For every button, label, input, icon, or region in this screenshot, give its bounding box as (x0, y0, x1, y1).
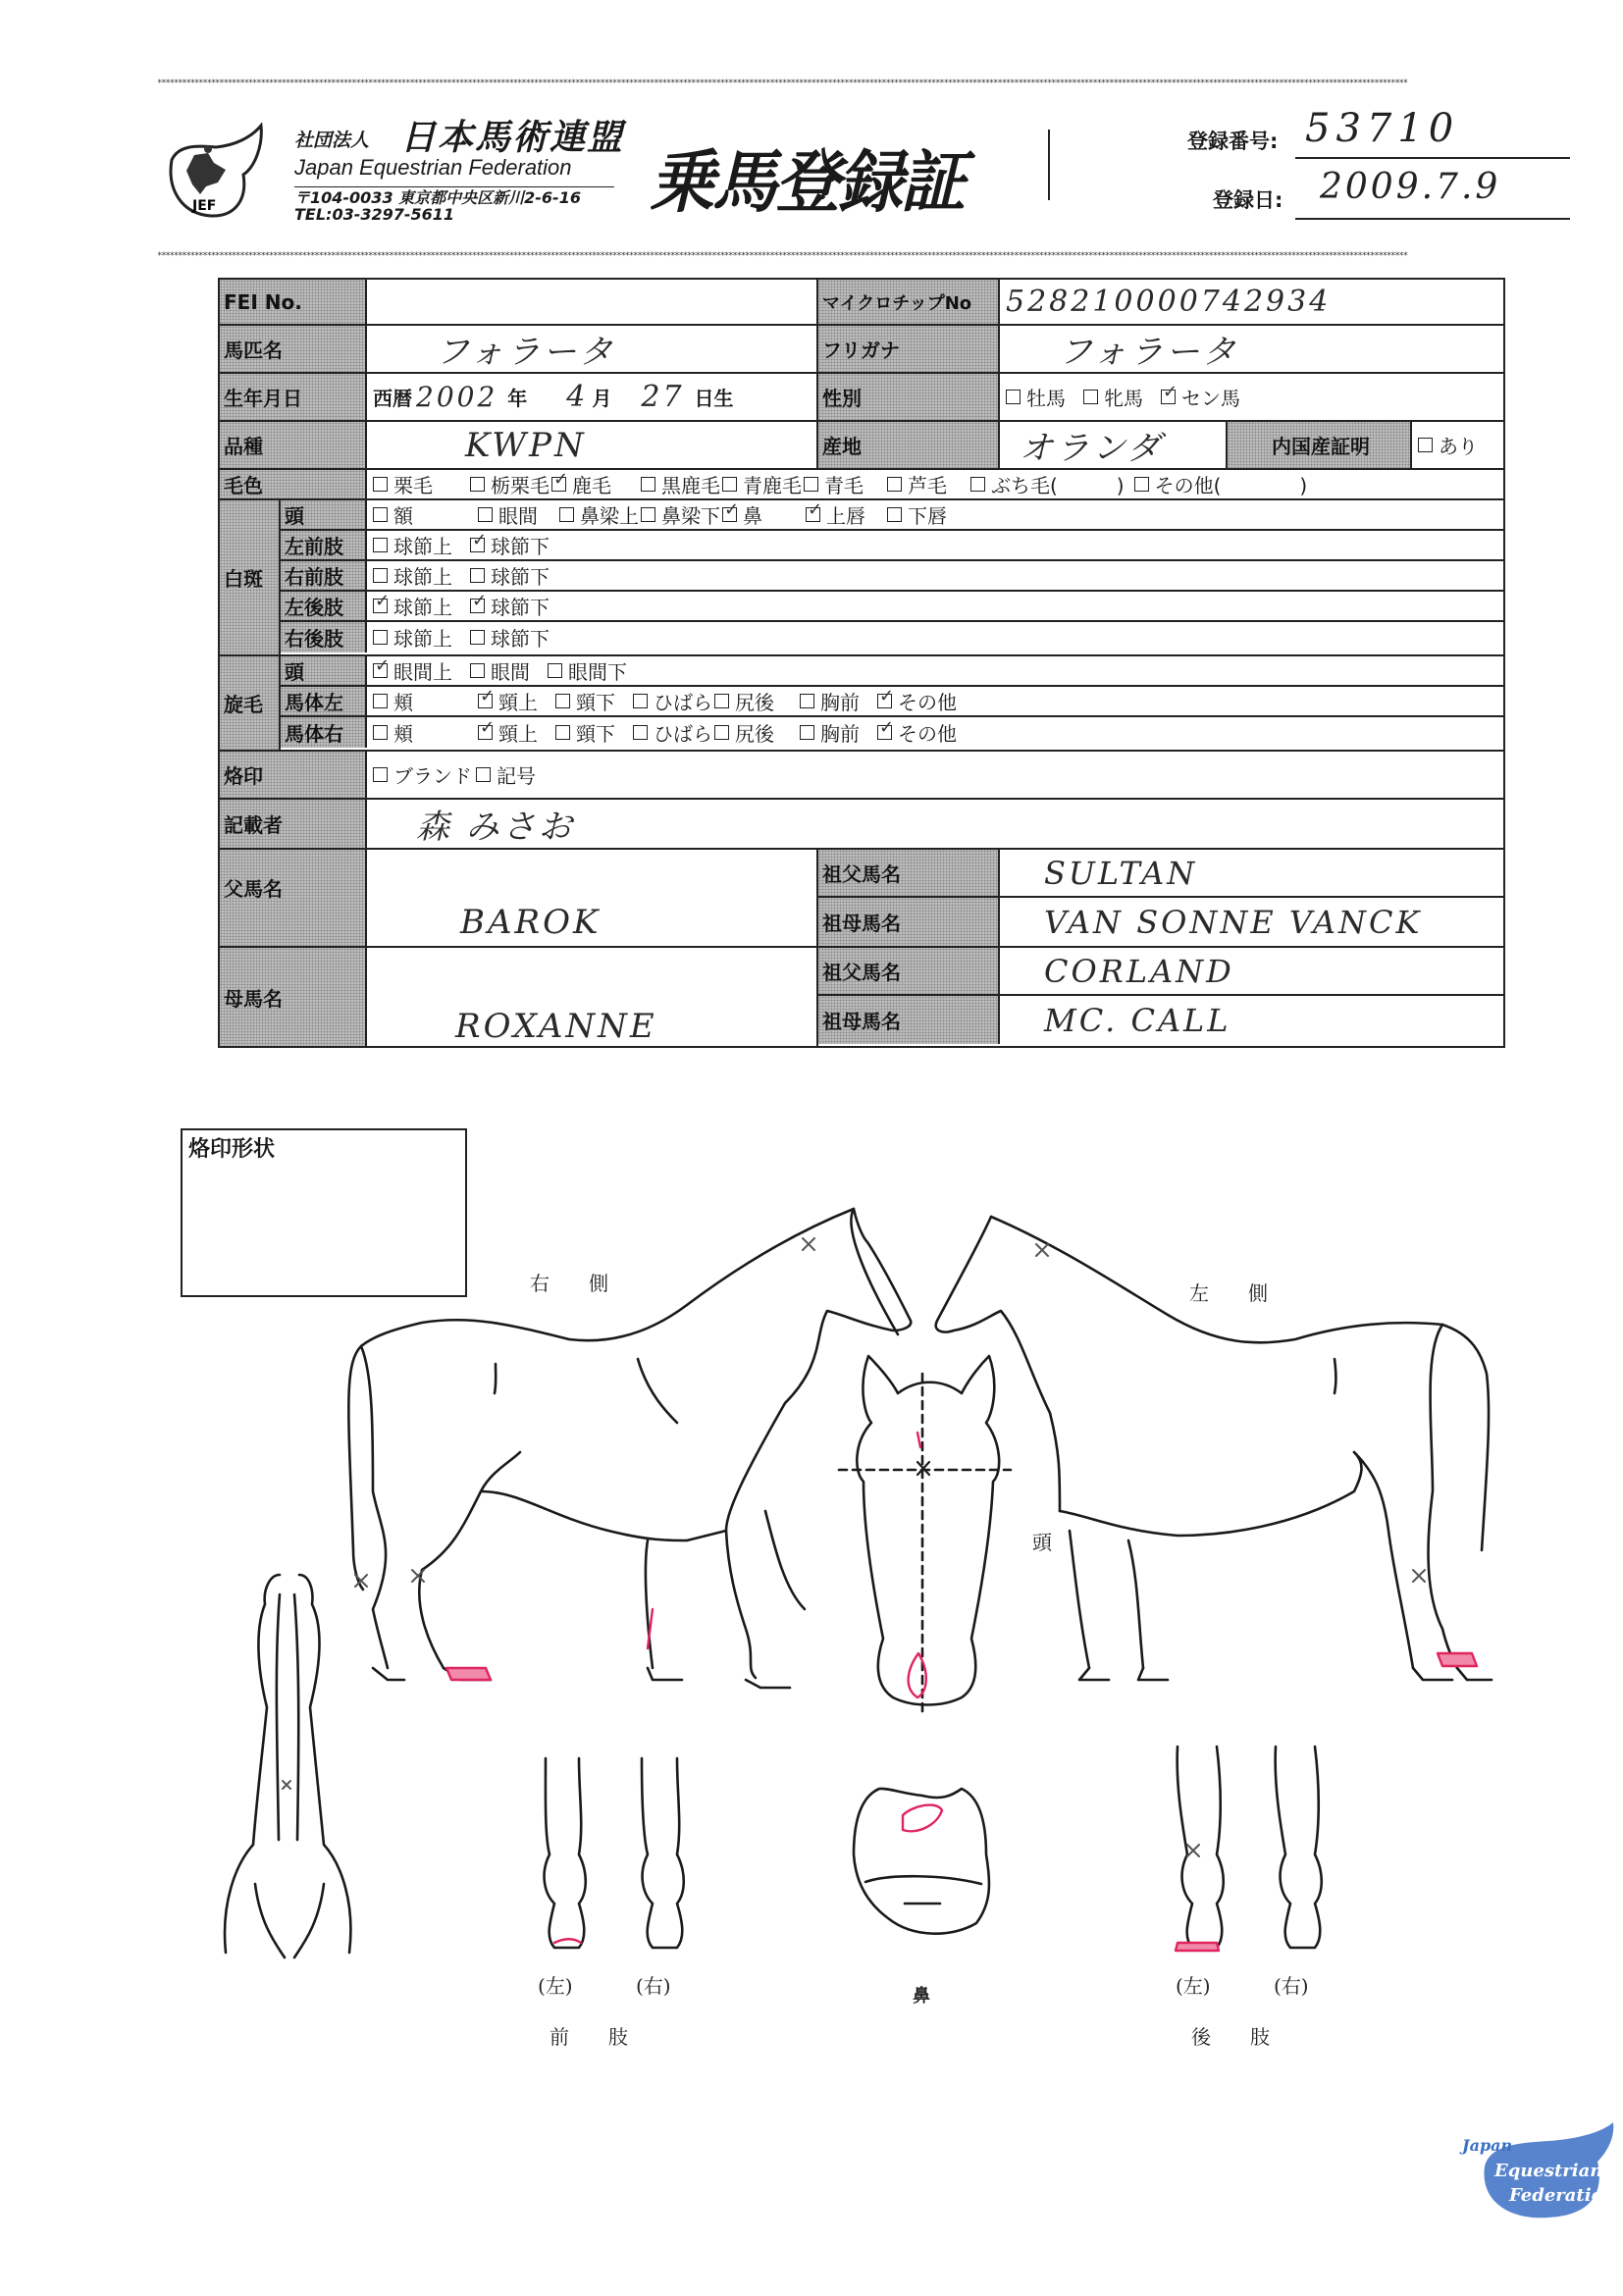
forelimb-front-view-icon (545, 1758, 684, 1948)
whorl-head-option[interactable]: 眼間下 (548, 656, 627, 685)
fore-left-label: (左) (538, 1974, 573, 1998)
jef-stamp-icon (1440, 2108, 1617, 2225)
whorl-head-option[interactable]: 眼間 (470, 656, 530, 685)
white-lh-option[interactable]: ✓ 球節下 (470, 592, 550, 620)
white-head-option[interactable]: ✓ 鼻 (722, 500, 762, 529)
svg-text:Equestrian: Equestrian (1494, 2161, 1603, 2181)
domestic-cert-label: 内国産証明 (1228, 422, 1412, 468)
coat-color-label: 毛色 (220, 470, 367, 498)
white-rh-option[interactable]: 球節下 (470, 623, 550, 652)
org-address: 〒104-0033 東京都中央区新川2-6-16 (294, 188, 581, 207)
white-head-option[interactable]: ✓ 上唇 (806, 500, 865, 529)
white-head-option[interactable]: 下唇 (887, 500, 947, 529)
white-rf-row: 右前肢 球節上 球節下 (281, 561, 1503, 592)
dam-label: 母馬名 (220, 948, 367, 1046)
white-rf-option[interactable]: 球節下 (470, 561, 550, 590)
org-name-jp: 日本馬術連盟 (400, 118, 625, 158)
whorl-left-option[interactable]: 胸前 (800, 687, 860, 715)
breed-field[interactable]: KWPN (367, 422, 818, 468)
coat-option[interactable]: 栗毛 (373, 470, 433, 498)
sire-field[interactable]: BAROK (367, 850, 818, 946)
horse-right-side-icon (348, 1209, 911, 1688)
birth-day: 27 (641, 380, 685, 414)
svg-text:Federation: Federation (1509, 2185, 1616, 2206)
hindlimb-rear-view-icon (1178, 1747, 1322, 1948)
white-rf-option[interactable]: 球節上 (373, 561, 452, 590)
coat-option[interactable]: その他( ) (1134, 470, 1308, 498)
day-label: 日生 (694, 387, 734, 410)
coat-option[interactable]: ぶち毛( ) (970, 470, 1125, 498)
horse-nose-view-icon (854, 1789, 989, 1934)
white-head-option[interactable]: 眼間 (478, 500, 538, 529)
whorl-right-row: 馬体右 頬 ✓ 頸上 頸下 ひばら 尻後 胸前 ✓ その他 (281, 717, 1503, 748)
coat-option[interactable]: ✓ 鹿毛 (551, 470, 611, 498)
sex-option-stallion[interactable]: 牡馬 (1006, 383, 1066, 411)
horse-name-label: 馬匹名 (220, 326, 367, 372)
birth-month: 4 (566, 380, 589, 414)
brand-option-symbol[interactable]: 記号 (476, 760, 536, 789)
white-head-row: 頭 額 眼間 鼻梁上 鼻梁下 ✓ 鼻 ✓ 上唇 下唇 (281, 500, 1503, 531)
origin-field[interactable]: オランダ (1000, 422, 1228, 468)
sex-label: 性別 (818, 374, 1000, 420)
coat-option[interactable]: 栃栗毛 (470, 470, 550, 498)
nose-label: 鼻 (913, 1986, 930, 2007)
sire-sire-label: 祖父馬名 (818, 850, 1000, 896)
svg-text:Japan: Japan (1462, 2136, 1513, 2155)
white-markings-label: 白斑 (220, 500, 281, 654)
registration-number: 53710 (1305, 106, 1460, 151)
white-rh-row: 右後肢 球節上 球節下 (281, 622, 1503, 652)
coat-option[interactable]: 芦毛 (887, 470, 947, 498)
whorl-right-option[interactable]: ✓ 頸上 (478, 718, 538, 747)
origin-label: 産地 (818, 422, 1000, 468)
era-label: 西暦 (373, 387, 412, 410)
fei-no-label: FEI No. (220, 280, 367, 324)
org-prefix: 社団法人 (294, 130, 370, 151)
whorl-right-option[interactable]: 頬 (373, 718, 413, 747)
whorl-left-row: 馬体左 頬 ✓ 頸上 頸下 ひばら 尻後 胸前 ✓ その他 (281, 687, 1503, 717)
whorl-left-option[interactable]: ✓ その他 (877, 687, 957, 715)
dam-sire-label: 祖父馬名 (818, 948, 1000, 994)
breed-label: 品種 (220, 422, 367, 468)
month-label: 月 (592, 387, 612, 410)
fore-right-label: (右) (636, 1974, 671, 1998)
org-name-en: Japan Equestrian Federation (294, 155, 572, 180)
whorl-right-option[interactable]: 胸前 (800, 718, 860, 747)
recorder-field[interactable]: 森 みさお (416, 808, 575, 847)
furigana-label: フリガナ (818, 326, 1000, 372)
whorl-left-option[interactable]: ひばら (633, 687, 712, 715)
org-tel: TEL:03-3297-5611 (294, 205, 455, 224)
horse-name-field[interactable]: フォラータ (367, 326, 818, 372)
horse-left-side-icon (936, 1217, 1492, 1680)
birth-year: 2002 (416, 381, 498, 413)
coat-option[interactable]: 青鹿毛 (722, 470, 802, 498)
microchip-field[interactable]: 528210000742934 (1006, 285, 1332, 319)
dam-field[interactable]: ROXANNE (367, 948, 818, 1046)
white-head-option[interactable]: 額 (373, 500, 413, 529)
brand-option-brand[interactable]: ブランド (373, 760, 472, 789)
hind-left-label: (左) (1176, 1974, 1211, 1998)
domestic-cert-option[interactable]: あり (1412, 422, 1503, 468)
whorl-right-option[interactable]: 頸下 (555, 718, 615, 747)
sire-dam-label: 祖母馬名 (818, 898, 1000, 946)
white-head-option[interactable]: 鼻梁上 (559, 500, 639, 529)
white-marking-annotations (446, 1433, 1477, 1951)
registration-number-label: 登録番号: (1187, 130, 1279, 153)
registration-date: 2009.7.9 (1320, 167, 1501, 207)
whorl-head-option[interactable]: ✓ 眼間上 (373, 656, 452, 685)
furigana-field[interactable]: フォラータ (1059, 333, 1239, 372)
whorl-right-option[interactable]: ひばら (633, 718, 712, 747)
horse-head-front-icon (839, 1356, 1011, 1712)
white-lf-option[interactable]: 球節上 (373, 531, 452, 559)
forelimb-label: 前 肢 (550, 2025, 628, 2049)
sire-dam-field[interactable]: VAN SONNE VANCK (1044, 903, 1423, 941)
sex-option-gelding[interactable]: ✓ セン馬 (1161, 383, 1240, 411)
white-lh-option[interactable]: ✓ 球節上 (373, 592, 452, 620)
coat-option[interactable]: 黒鹿毛 (641, 470, 720, 498)
coat-option[interactable]: 青毛 (804, 470, 864, 498)
brand-shape-label: 烙印形状 (188, 1137, 276, 1162)
white-head-option[interactable]: 鼻梁下 (641, 500, 720, 529)
recorder-label: 記載者 (220, 800, 367, 848)
whorl-left-option[interactable]: 尻後 (714, 687, 774, 715)
sire-sire-field[interactable]: SULTAN (1044, 854, 1198, 892)
whorl-left-option[interactable]: 頸下 (555, 687, 615, 715)
left-side-label: 左 側 (1189, 1281, 1268, 1305)
registration-date-label: 登録日: (1213, 188, 1283, 212)
white-lh-row: 左後肢 ✓ 球節上 ✓ 球節下 (281, 592, 1503, 622)
whorl-right-option[interactable]: 尻後 (714, 718, 774, 747)
whorl-left-option[interactable]: 頬 (373, 687, 413, 715)
dam-dam-label: 祖母馬名 (818, 996, 1000, 1044)
microchip-label: マイクロチップNo (818, 280, 1000, 324)
svg-text:JEF: JEF (192, 198, 217, 214)
dam-sire-field[interactable]: CORLAND (1044, 952, 1234, 990)
dam-dam-field[interactable]: MC. CALL (1044, 1001, 1231, 1039)
right-side-label: 右 側 (530, 1272, 608, 1295)
whorls-label: 旋毛 (220, 656, 281, 750)
white-lf-option[interactable]: ✓ 球節下 (470, 531, 550, 559)
sire-label: 父馬名 (220, 850, 367, 946)
whorl-right-option[interactable]: ✓ その他 (877, 718, 957, 747)
birth-date-label: 生年月日 (220, 374, 367, 420)
whorl-left-option[interactable]: ✓ 頸上 (478, 687, 538, 715)
sex-option-mare[interactable]: 牝馬 (1083, 383, 1143, 411)
white-rh-option[interactable]: 球節上 (373, 623, 452, 652)
hind-right-label: (右) (1274, 1974, 1309, 1998)
brand-label: 烙印 (220, 752, 367, 798)
year-label: 年 (507, 387, 528, 410)
document-title: 乗馬登録証 (650, 142, 964, 223)
white-lf-row: 左前肢 球節上 ✓ 球節下 (281, 531, 1503, 561)
horse-top-view-icon (225, 1575, 350, 1957)
whorl-head-row: 頭 ✓ 眼間上 眼間 眼間下 (281, 656, 1503, 687)
head-label: 頭 (1032, 1531, 1052, 1554)
hindlimb-label: 後 肢 (1191, 2025, 1270, 2049)
